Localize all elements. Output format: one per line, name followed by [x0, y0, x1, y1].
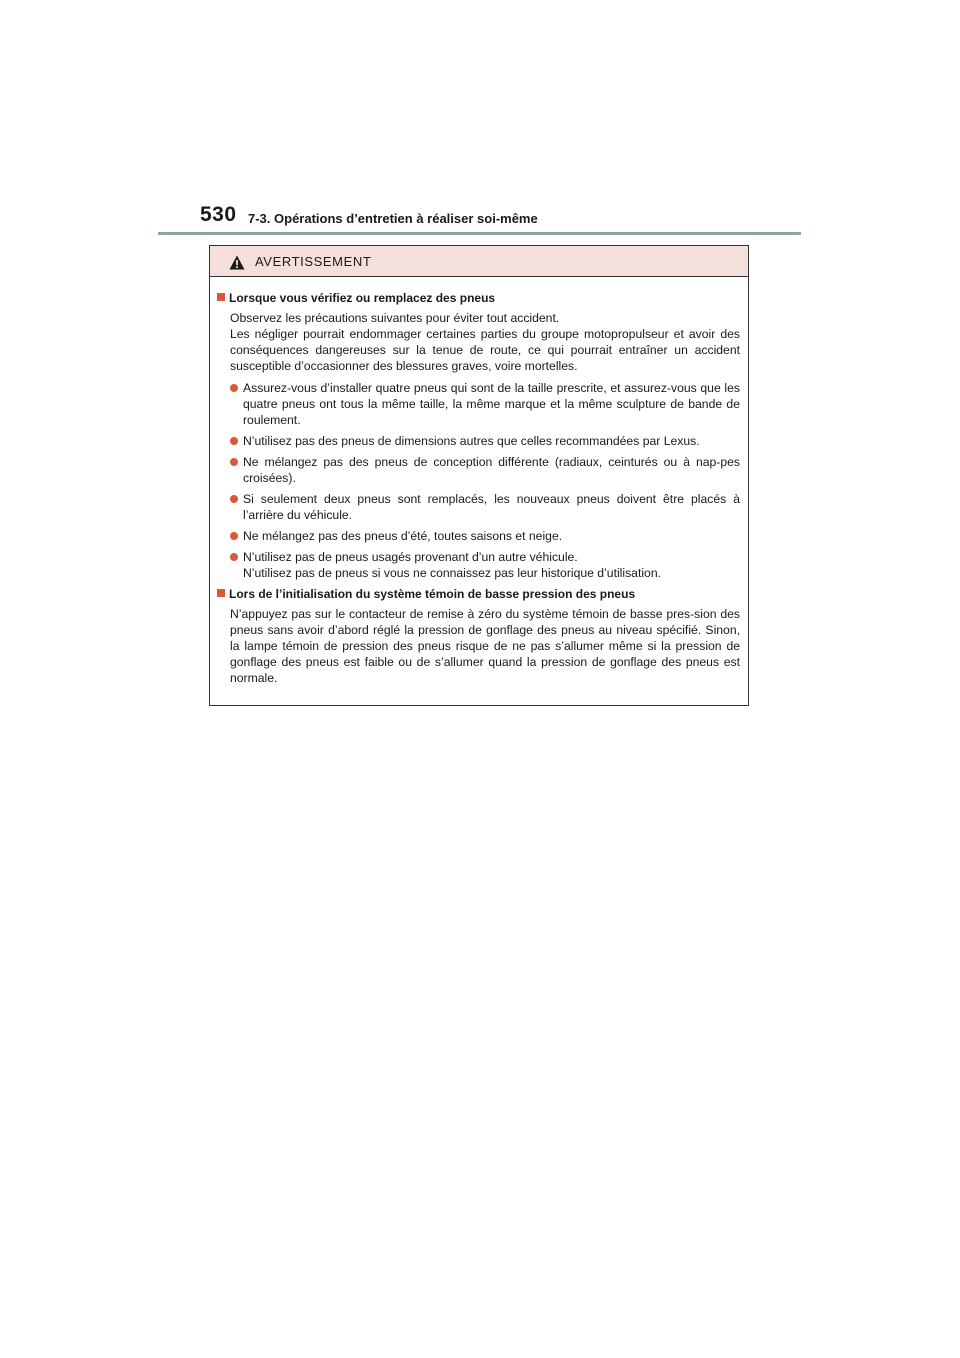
round-bullet-icon	[230, 384, 238, 392]
bullet-text	[243, 528, 562, 544]
section-heading	[217, 290, 740, 306]
list-item	[230, 549, 740, 581]
section-heading-text: Lors de l’initialisation du système témoin de basse pression des pneus	[229, 587, 636, 601]
bullet-list	[230, 380, 740, 581]
header-rule	[158, 232, 801, 235]
warning-body	[210, 277, 748, 686]
bullet-text	[243, 433, 700, 449]
bullet-line: Ne mélangez pas des pneus de conception différente (radiaux, ceinturés ou à nap-pes croisées).	[243, 455, 740, 485]
paragraph: Les négliger pourrait endommager certaines parties du groupe motopropulseur et avoir des conséquences dangereuses sur la tenue de route, ce qui pourrait entraîner un accident susceptible d’occasionner des blessures graves, voire mortelles.	[230, 327, 740, 373]
round-bullet-icon	[230, 458, 238, 466]
section-paragraphs	[230, 310, 740, 374]
warning-label: AVERTISSEMENT	[255, 254, 372, 269]
warning-triangle-icon	[229, 255, 245, 270]
section-heading-text: Lorsque vous vérifiez ou remplacez des pneus	[229, 291, 496, 305]
bullet-line: N’utilisez pas des pneus de dimensions autres que celles recommandées par Lexus.	[243, 434, 700, 448]
warning-section	[217, 586, 740, 686]
page-number: 530	[200, 203, 237, 226]
paragraph: N’appuyez pas sur le contacteur de remise à zéro du système témoin de basse pres-sion des pneus sans avoir d’abord réglé la pression de gonflage des pneus au niveau spécifié. Sinon, la lampe témoin de pression des pneus risque de ne pas s’allumer même si la pression de gonflage des pneus est faible ou de s’allumer quand la pression de gonflage des pneus est normale.	[230, 607, 740, 685]
square-bullet-icon	[217, 293, 225, 301]
list-item	[230, 491, 740, 523]
page-header	[200, 203, 800, 235]
bullet-line: N’utilisez pas de pneus si vous ne connaissez pas leur historique d’utilisation.	[243, 566, 661, 580]
section-title: 7-3. Opérations d’entretien à réaliser soi-même	[248, 211, 538, 226]
bullet-text	[243, 549, 661, 581]
bullet-line: Ne mélangez pas des pneus d’été, toutes saisons et neige.	[243, 529, 563, 543]
warning-section	[217, 290, 740, 581]
round-bullet-icon	[230, 532, 238, 540]
round-bullet-icon	[230, 495, 238, 503]
warning-box	[209, 245, 749, 706]
bullet-text	[243, 380, 740, 428]
round-bullet-icon	[230, 553, 238, 561]
list-item	[230, 454, 740, 486]
list-item	[230, 433, 740, 449]
section-paragraphs	[230, 606, 740, 686]
bullet-line: Assurez-vous d’installer quatre pneus qui sont de la taille prescrite, et assurez-vous que les quatre pneus ont tous la même taille, la même marque et la même sculpture de bande de roulement.	[243, 381, 740, 427]
list-item	[230, 528, 740, 544]
bullet-line: N’utilisez pas de pneus usagés provenant d’un autre véhicule.	[243, 550, 578, 564]
bullet-text	[243, 454, 740, 486]
bullet-line: Si seulement deux pneus sont remplacés, les nouveaux pneus doivent être placés à l’arrière du véhicule.	[243, 492, 740, 522]
bullet-text	[243, 491, 740, 523]
warning-header	[210, 246, 748, 277]
list-item	[230, 380, 740, 428]
section-heading	[217, 586, 740, 602]
paragraph: Observez les précautions suivantes pour éviter tout accident.	[230, 311, 560, 325]
round-bullet-icon	[230, 437, 238, 445]
square-bullet-icon	[217, 589, 225, 597]
